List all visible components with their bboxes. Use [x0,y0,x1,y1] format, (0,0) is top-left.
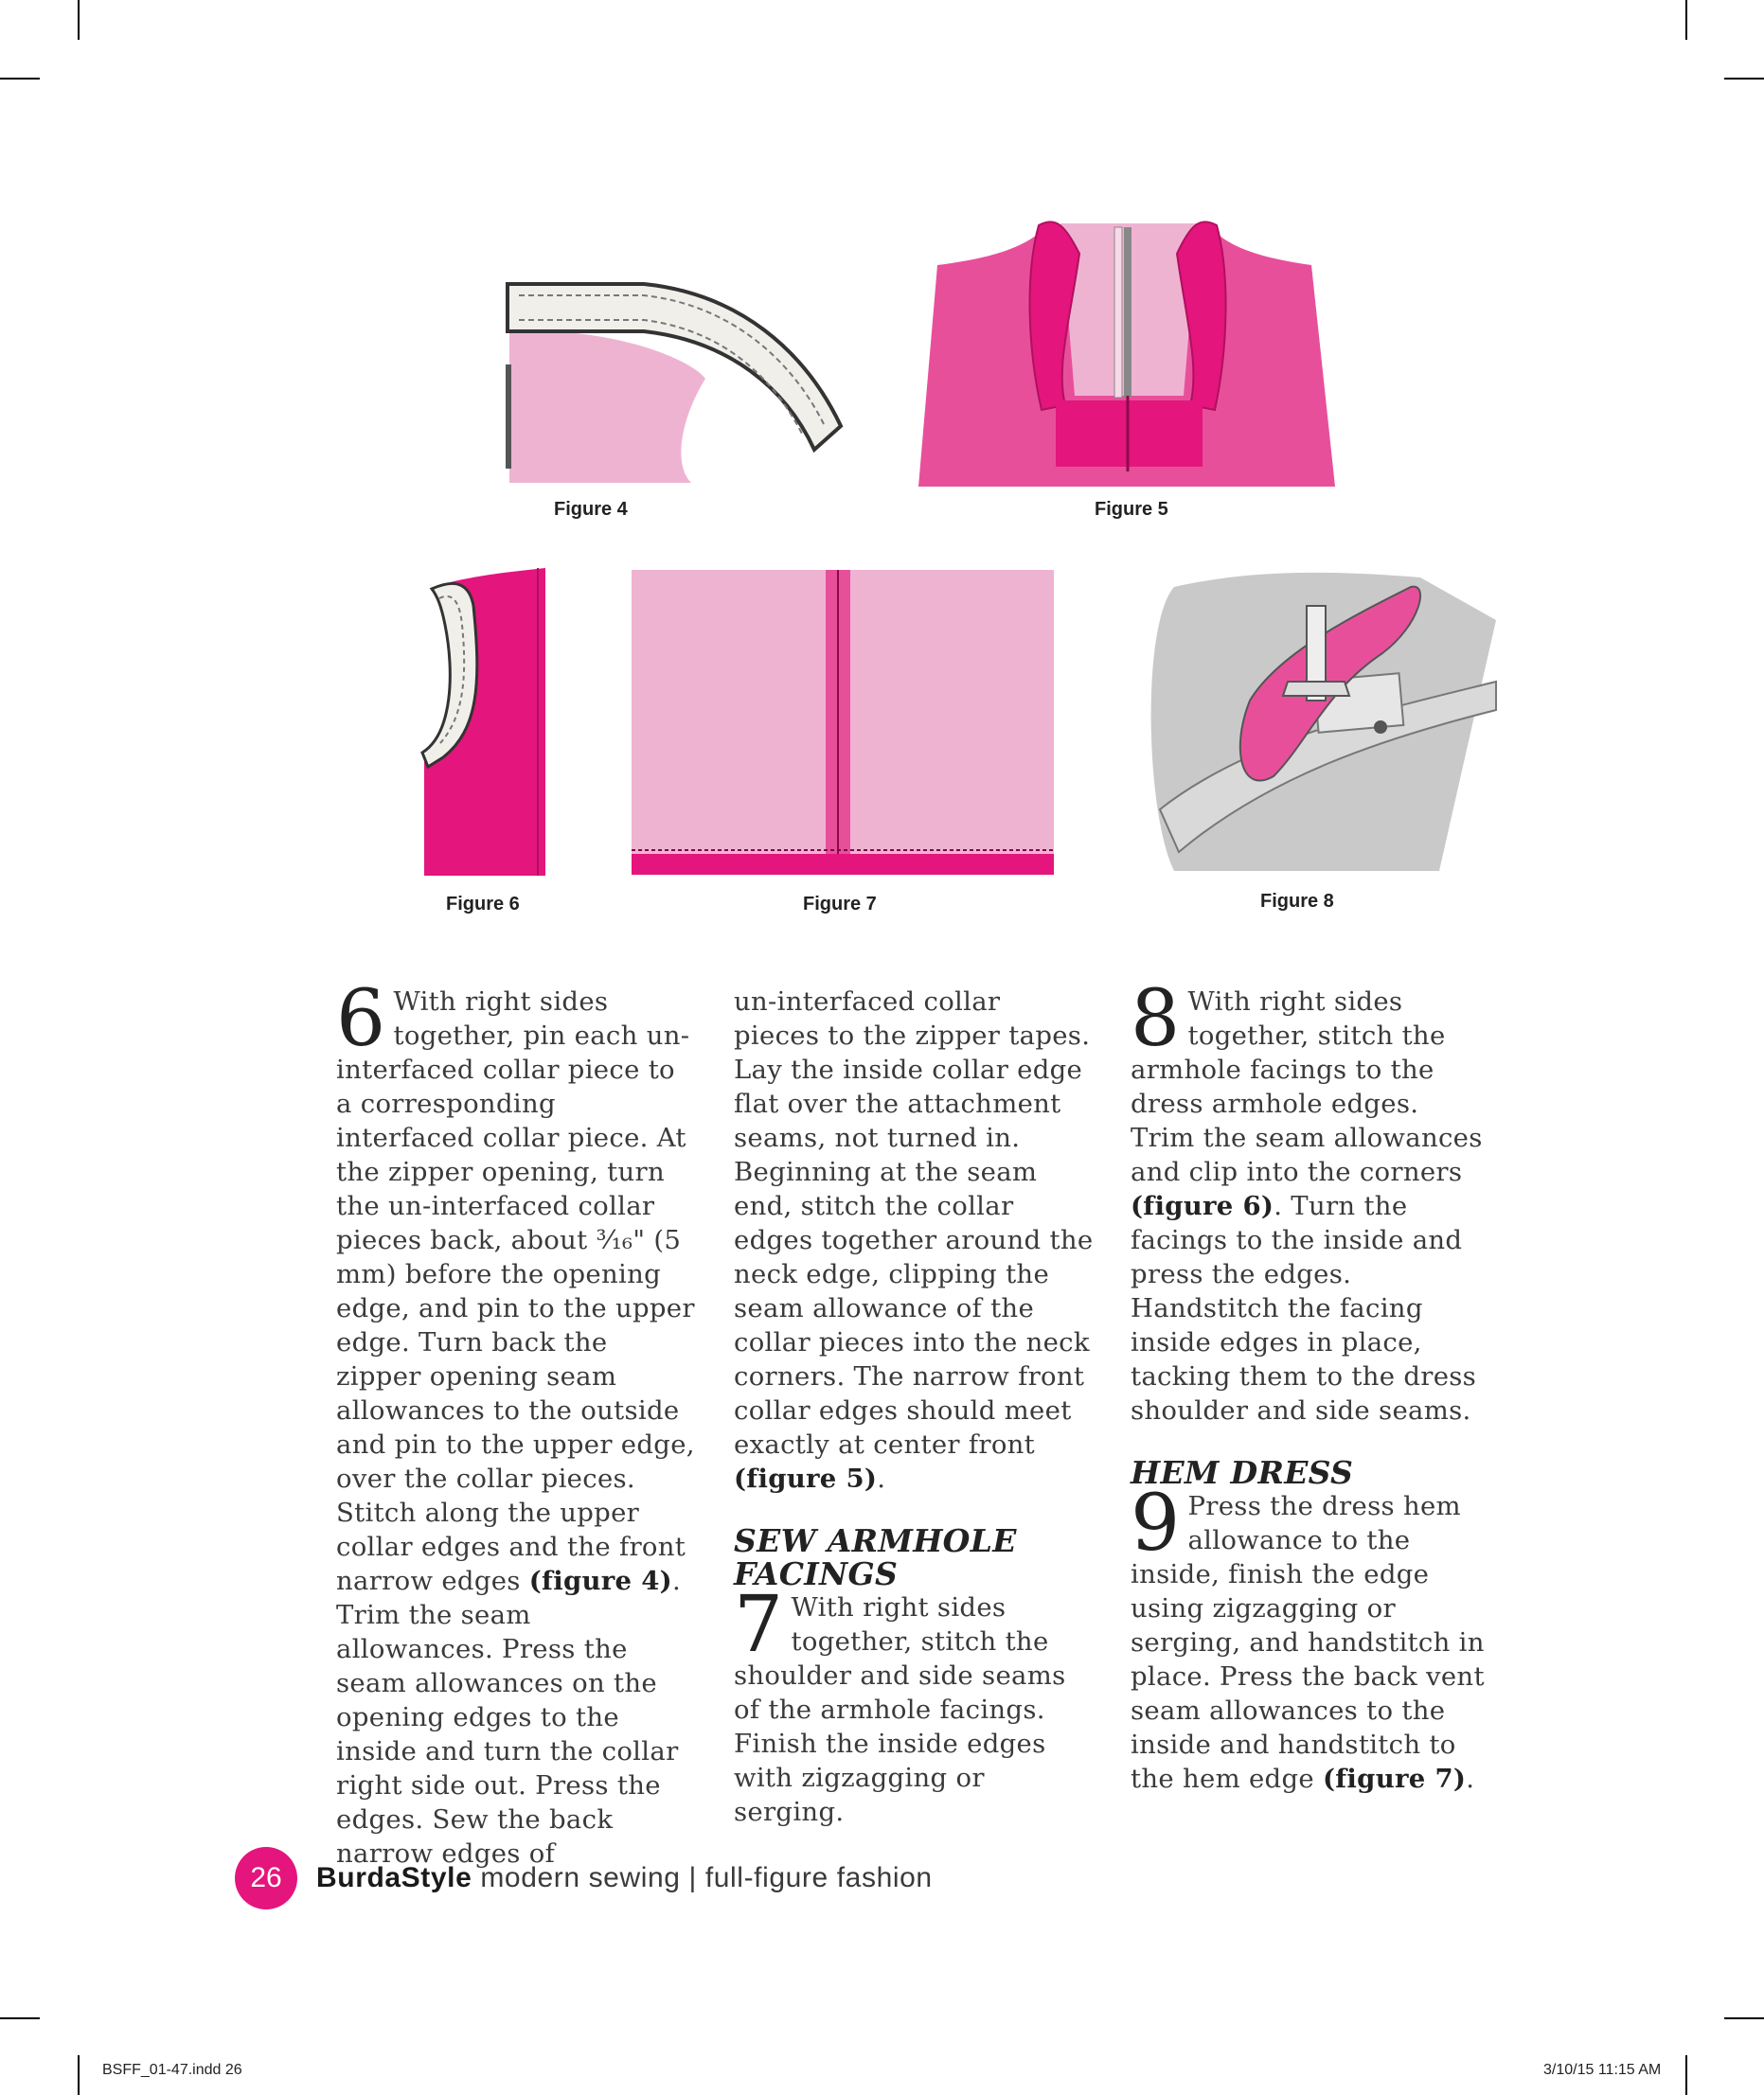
tagline: modern sewing | full-figure fashion [472,1862,933,1893]
crop-mark [0,2017,40,2019]
figure-5-caption: Figure 5 [1095,499,1168,520]
figure-5-illustration [914,216,1340,487]
step-7-text: 7 With right sides together, stitch the shoulder and side seams of the armhole facings. Finish the inside edges with zigzagging or serging. [734,1580,1066,1827]
step-9-number: 9 [1131,1479,1181,1569]
step-6-continued-text: un-interfaced collar pieces to the zipper tapes. Lay the inside collar edge flat over the attachment seams, not turned in. Beginning at the seam end, stitch the collar edges together around the neck edge, clipping the seam allowance of the collar pieces into the neck corners. The narrow front collar edges should meet exactly at center front (figure 5). [734,986,1094,1494]
running-footer [316,1862,933,1894]
crop-mark [1685,0,1687,40]
figure-8-caption: Figure 8 [1260,891,1334,912]
crop-mark [0,78,40,80]
column-1 [336,974,696,1871]
page-footer [235,1848,933,1909]
step-7-number: 7 [734,1580,784,1670]
crop-mark [1685,2055,1687,2095]
column-2 [734,985,1094,1829]
crop-mark [1724,2017,1764,2019]
step-8-text: 8 With right sides together, stitch the armhole facings to the dress armhole edges. Trim the seam allowances and clip into the corners (figure 6). Turn the facings to the inside and press the edges. Handstitch the facing inside edges in place, tacking them to the dress shoulder and side seams. [1131,974,1483,1426]
page-number: 26 [235,1847,297,1909]
figure-7-caption: Figure 7 [803,894,877,914]
sew-armhole-facings-heading: SEW ARMHOLE FACINGS [734,1522,1017,1592]
column-3 [1131,974,1490,1796]
date-slug: 3/10/15 11:15 AM [1543,2062,1662,2078]
figure-4-illustration [502,275,852,492]
figure-4-caption: Figure 4 [554,499,628,520]
crop-mark [78,0,80,40]
step-6-number: 6 [336,974,386,1064]
hem-dress-heading: HEM DRESS [1131,1454,1354,1491]
brand-name: BurdaStyle [316,1862,472,1893]
crop-mark [78,2055,80,2095]
file-slug: BSFF_01-47.indd 26 [102,2062,242,2078]
figure-7-illustration [630,568,1056,877]
figure-6-caption: Figure 6 [446,894,520,914]
step-8-number: 8 [1131,974,1181,1064]
figure-6-illustration [405,568,547,876]
step-6-text: 6 With right sides together, pin each un-interfaced collar piece to a corresponding interfaced collar piece. At the zipper opening, turn the un-interfaced collar pieces back, about ³⁄₁₆" (5 mm) before the opening edge, and pin to the upper edge. Turn back the zipper opening seam allowances to the outside and pin to the upper edge, over the collar pieces. Stitch along the upper collar edges and the front narrow edges (figure 4). Trim the seam allowances. Press the seam allowances on the opening edges to the inside and turn the collar right side out. Press the edges. Sew the back narrow edges of [336,974,695,1869]
step-9-text: 9 Press the dress hem allowance to the inside, finish the edge using zigzagging or serging, and handstitch in place. Press the back vent seam allowances to the inside and handstitch to the hem edge (figure 7). [1131,1479,1485,1794]
figure-8-illustration [1136,568,1501,871]
crop-mark [1724,78,1764,80]
